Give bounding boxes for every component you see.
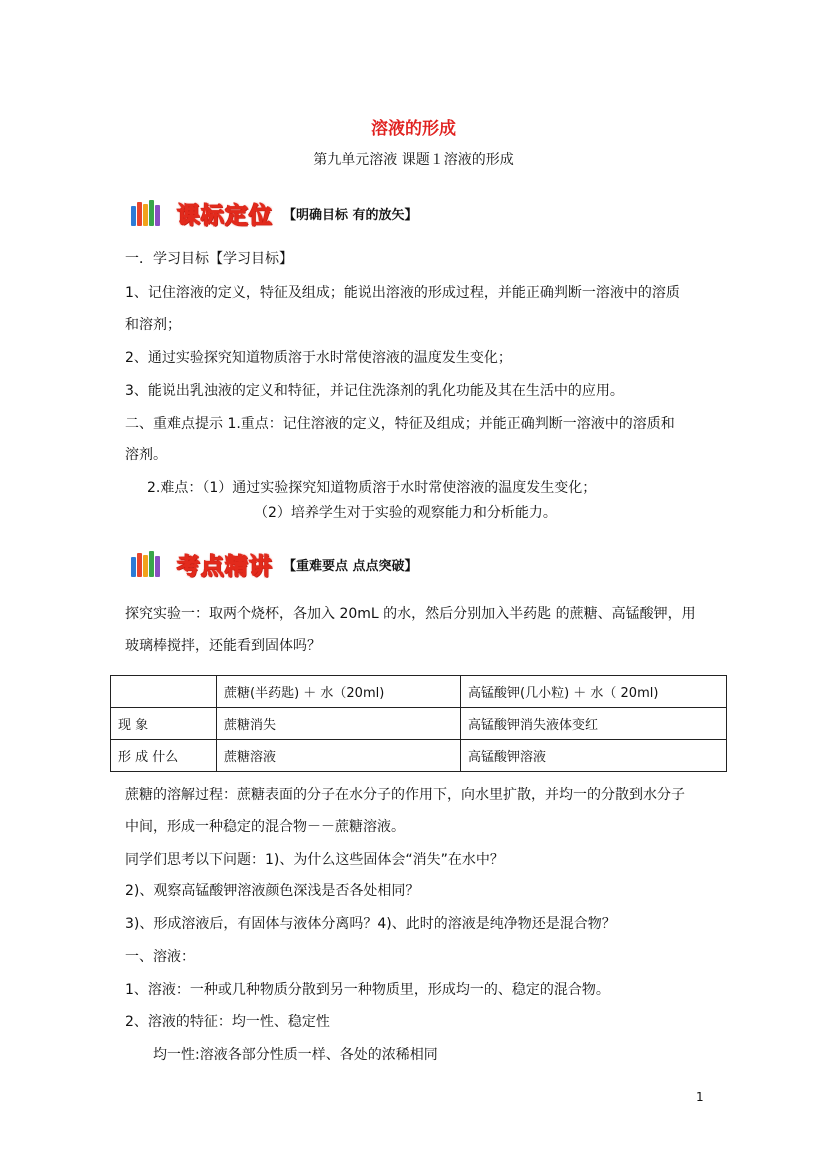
table-cell: 高锰酸钾消失液体变红 <box>461 708 727 740</box>
objective-1: 1、记住溶液的定义，特征及组成；能说出溶液的形成过程，并能正确判断一溶液中的溶质 <box>125 285 680 301</box>
question-3-4: 3)、形成溶液后，有固体与液体分离吗？4)、此时的溶液是纯净物还是混合物？ <box>125 916 616 932</box>
experiment-intro: 探究实验一：取两个烧杯，各加入 20mL 的水，然后分别加入半药匙 的蔗糖、高锰酸钾，用 <box>125 606 696 622</box>
experiment-table <box>110 675 727 772</box>
objective-3: 3、能说出乳浊液的定义和特征，并记住洗涤剂的乳化功能及其在生活中的应用。 <box>125 383 624 399</box>
table-cell: 形 成 什么 <box>111 740 217 772</box>
objective-1-cont: 和溶剂； <box>125 317 181 333</box>
key-points: 二、重难点提示 1.重点：记住溶液的定义，特征及组成；并能正确判断一溶液中的溶质和 <box>125 416 675 432</box>
section-banner-curriculum <box>131 197 418 229</box>
difficulty-2: （2）培养学生对于实验的观察能力和分析能力。 <box>254 505 557 521</box>
solution-features: 2、溶液的特征：均一性、稳定性 <box>125 1014 330 1030</box>
solution-definition: 1、溶液：一种或几种物质分散到另一种物质里，形成均一的、稳定的混合物。 <box>125 982 610 998</box>
uniformity-definition: 均一性:溶液各部分性质一样、各处的浓稀相同 <box>153 1047 438 1063</box>
books-icon <box>131 200 163 226</box>
table-cell: 蔗糖消失 <box>217 708 461 740</box>
difficulty-1: 2.难点：（1）通过实验探究知道物质溶于水时常使溶液的温度发生变化； <box>147 480 597 496</box>
table-cell: 现 象 <box>111 708 217 740</box>
question-1: 同学们思考以下问题：1)、为什么这些固体会“消失”在水中？ <box>125 852 504 868</box>
table-cell: 高锰酸钾(几小粒) ＋ 水（ 20ml) <box>461 676 727 708</box>
dissolution-process-cont: 中间，形成一种稳定的混合物－－蔗糖溶液。 <box>125 819 405 835</box>
dissolution-process: 蔗糖的溶解过程：蔗糖表面的分子在水分子的作用下，向水里扩散，并均一的分散到水分子 <box>125 787 685 803</box>
document-title: 溶液的形成 <box>371 119 456 139</box>
banner-main-text: 课标定位 <box>177 202 273 229</box>
document-subtitle: 第九单元溶液 课题１溶液的形成 <box>313 152 514 168</box>
table-cell: 高锰酸钾溶液 <box>461 740 727 772</box>
books-icon <box>131 551 163 577</box>
question-2: 2)、观察高锰酸钾溶液颜色深浅是否各处相同？ <box>125 883 420 899</box>
banner-sub-text: 【重难要点 点点突破】 <box>283 558 418 574</box>
table-cell: 蔗糖(半药匙) ＋ 水（20ml) <box>217 676 461 708</box>
banner-sub-text: 【明确目标 有的放矢】 <box>283 207 418 223</box>
objective-2: 2、通过实验探究知道物质溶于水时常使溶液的温度发生变化； <box>125 350 512 366</box>
experiment-intro-cont: 玻璃棒搅拌，还能看到固体吗？ <box>125 638 321 654</box>
table-row <box>111 740 727 772</box>
solution-heading: 一、溶液： <box>125 949 195 965</box>
banner-main-text: 考点精讲 <box>177 553 273 580</box>
objectives-heading: 一．学习目标【学习目标】 <box>125 251 293 267</box>
key-points-cont: 溶剂。 <box>125 447 167 463</box>
page-number: 1 <box>696 1090 704 1104</box>
section-banner-keypoints <box>131 548 418 580</box>
table-row <box>111 676 727 708</box>
table-cell <box>111 676 217 708</box>
table-row <box>111 708 727 740</box>
table-cell: 蔗糖溶液 <box>217 740 461 772</box>
